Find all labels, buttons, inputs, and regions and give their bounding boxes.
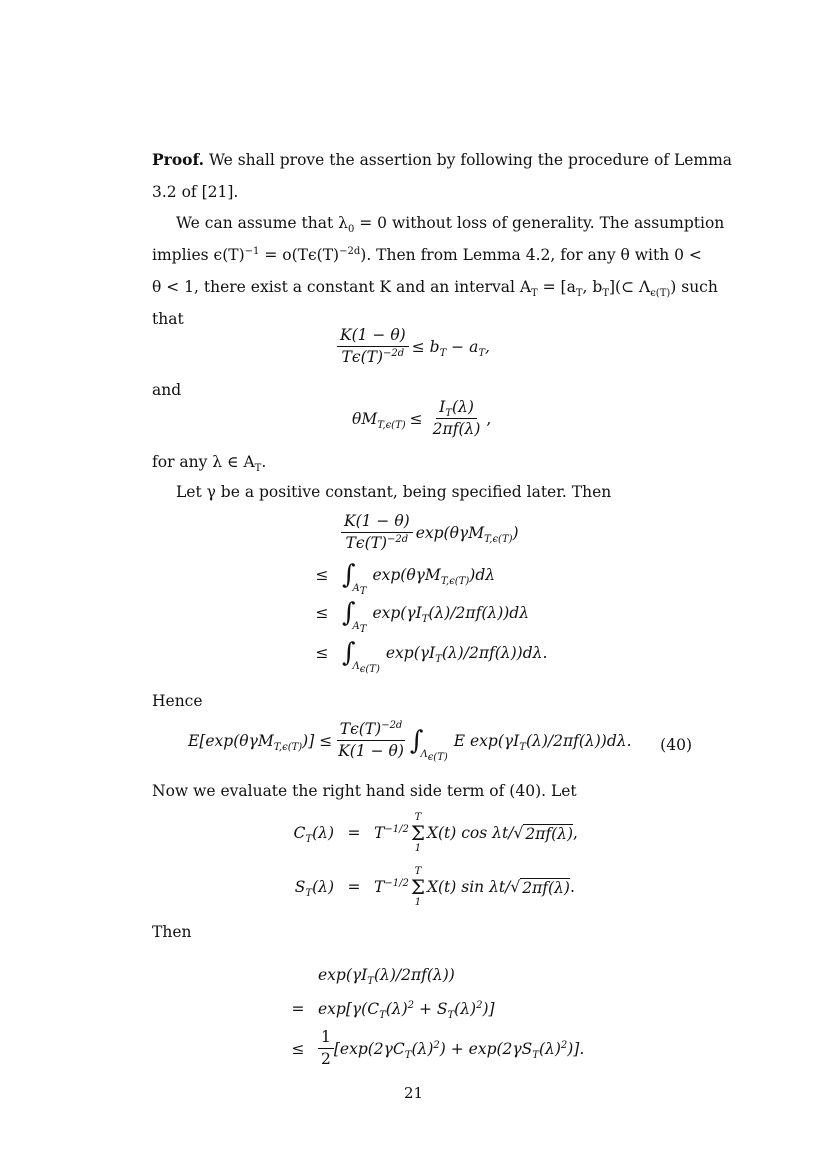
proof-label: Proof. — [152, 150, 205, 169]
equation-number: (40) — [660, 736, 692, 754]
let-line: Let γ be a positive constant, being specified later. Then — [176, 483, 612, 501]
equation-chain-row-3: ≤ ∫ $A_T$ $\exp(\gamma I_T(\lambda)/2\pi f(\lambda))d\lambda$ — [315, 598, 530, 635]
equation-S-T: $S_T(\lambda)$ = $T^{-1/2}$ T Σ 1 X(t) sin λt/ √ 2πf(λ) . — [294, 866, 575, 908]
summation-sign: T Σ 1 — [410, 812, 425, 854]
equation-final-row-2: = $\exp[\gamma(C_T(\lambda)^2 + S_T(\lambda)^2)]$ — [291, 999, 495, 1022]
hence-line: Hence — [152, 692, 203, 710]
equation-40: E[exp(θγM$_{T,\epsilon(T)}$)] ≤ $\frac{T\epsilon(T)^{-2d}}{K(1 - \theta)}$ ∫ $\Lambda_{\epsilon(T)}$ E $\exp(\gamma I_T(\lambda)/2\pi f(\lambda))d\lambda$. — [188, 719, 632, 763]
equation-chain-row-2: ≤ ∫ $A_T$ exp(θγM$_{T,\epsilon(T)}$)dλ — [315, 560, 496, 597]
then-line: Then — [152, 923, 192, 941]
now-line: Now we evaluate the right hand side term of (40). Let — [152, 782, 577, 800]
para1-line-4: that — [152, 310, 184, 328]
equation-bound-M: $\theta M_{T,\epsilon(T)}$ ≤ $\frac{I_T(\lambda)}{2\pi f(\lambda)}$ , — [352, 398, 492, 438]
para1-line-3: θ < 1, there exist a constant K and an interval $A_T = [a_T$, $b_T](\subset$ $\Lambda_{\epsilon(T)}$) such — [152, 278, 718, 300]
para1-line-1: We can assume that $\lambda_0 = 0$ without loss of generality. The assumption — [176, 214, 725, 236]
integral-sign: ∫ — [409, 725, 424, 756]
and-line: and — [152, 381, 182, 399]
integral-sign: ∫ — [342, 560, 356, 590]
summation-sign: T Σ 1 — [410, 866, 425, 908]
equation-C-T: $C_T(\lambda)$ = $T^{-1/2}$ T Σ 1 X(t) cos λt/ √ 2πf(λ) , — [293, 812, 578, 854]
equation-final-row-1: $\exp(\gamma I_T(\lambda)/2\pi f(\lambda))$ — [318, 966, 455, 988]
integral-sign: ∫ — [342, 638, 356, 668]
proof-line-2: 3.2 of [21]. — [152, 183, 239, 201]
para1-line-2: implies $\epsilon(T)^{-1} = o(T\epsilon(T)^{-2d})$. Then from Lemma 4.2, for any θ with 0 < — [152, 245, 702, 264]
equation-final-row-3: ≤ $\frac{1}{2}$ $[\exp(2\gamma C_T(\lambda)^2) + \exp(2\gamma S_T(\lambda)^2)]$. — [291, 1028, 585, 1068]
proof-text-1: We shall prove the assertion by following the procedure of Lemma — [208, 151, 733, 169]
sqrt-sign: √ — [513, 824, 524, 842]
page-number: 21 — [403, 1084, 424, 1102]
equation-interval-length: $\frac{K(1 - \theta)}{T\epsilon(T)^{-2d}}$ ≤ $b_T - a_T$, — [334, 326, 490, 367]
proof-line-1 — [152, 150, 733, 170]
equation-chain-row-4: ≤ ∫ $\Lambda_{\epsilon(T)}$ $\exp(\gamma I_T(\lambda)/2\pi f(\lambda))d\lambda$. — [315, 638, 548, 675]
equation-chain-row-1: $\frac{K(1 - \theta)}{T\epsilon(T)^{-2d}}$ exp(θγM$_{T,\epsilon(T)}$) — [338, 512, 519, 553]
forany-line: for any λ ∈ $A_T$. — [152, 453, 267, 475]
integral-sign: ∫ — [342, 598, 356, 628]
sqrt-sign: √ — [510, 878, 521, 896]
